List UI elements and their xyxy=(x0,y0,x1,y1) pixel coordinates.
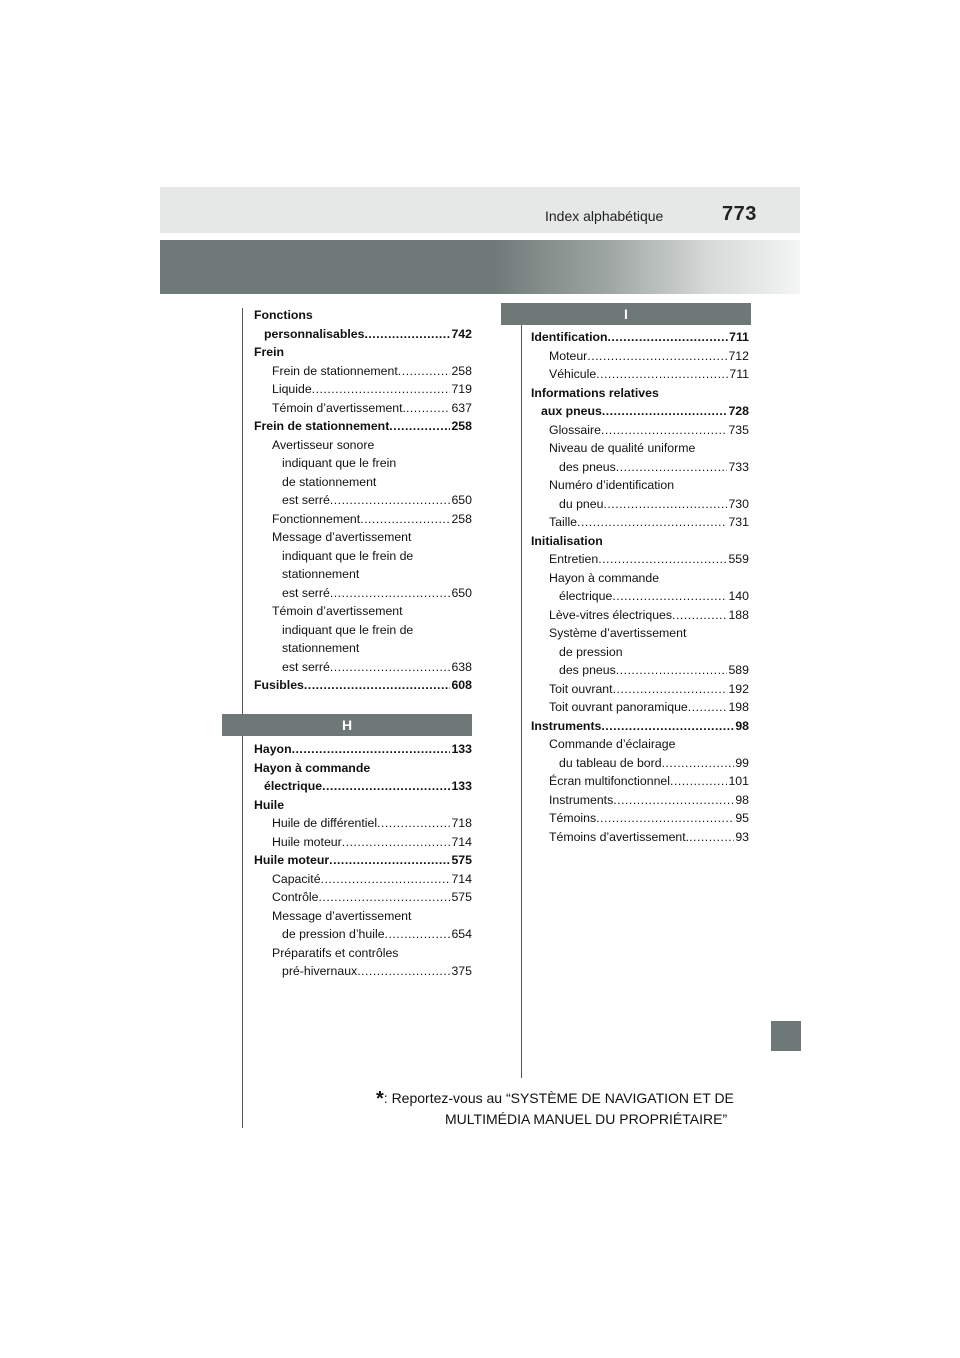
dot-leader xyxy=(312,380,451,399)
index-entry xyxy=(254,399,472,418)
page-number: 773 xyxy=(722,203,757,225)
index-entry-page: 731 xyxy=(728,515,749,529)
dot-leader xyxy=(357,962,450,981)
index-entry-page: 712 xyxy=(728,348,749,363)
dot-leader xyxy=(330,491,451,510)
dot-leader xyxy=(688,698,728,717)
index-entry xyxy=(531,791,749,810)
index-entry-page: 637 xyxy=(451,400,472,415)
index-entry xyxy=(254,436,472,455)
index-entry xyxy=(254,962,472,981)
index-entry-text: Commande d’éclairage xyxy=(549,737,676,751)
index-entry xyxy=(254,380,472,399)
index-entry-text: Frein de stationnement xyxy=(254,419,390,433)
index-entry-page: 650 xyxy=(451,585,472,600)
index-entry-page: 140 xyxy=(728,589,749,603)
index-entry-page: 99 xyxy=(735,755,749,770)
dot-leader xyxy=(321,870,451,889)
dot-leader xyxy=(304,676,451,695)
index-entry-page: 742 xyxy=(451,326,472,341)
index-entry-page: 101 xyxy=(728,774,749,788)
index-entry-text: du tableau de bord xyxy=(559,755,662,770)
index-entry xyxy=(254,759,472,778)
index-entry-text: Taille xyxy=(549,515,578,529)
index-entry-text: Moteur xyxy=(549,348,588,363)
center-column-rule xyxy=(521,308,522,1078)
index-entry-page: 719 xyxy=(451,382,472,396)
index-entry xyxy=(531,569,749,588)
index-entry xyxy=(254,491,472,510)
dot-leader xyxy=(292,740,451,759)
index-entry xyxy=(254,510,472,529)
index-entry-page: 608 xyxy=(451,678,472,692)
index-entry-text: Frein de stationnement xyxy=(272,363,398,378)
dot-leader xyxy=(613,791,734,810)
index-entry xyxy=(531,347,749,366)
index-entry xyxy=(254,602,472,621)
section-title: Index alphabétique xyxy=(545,208,664,224)
index-entry-text: Informations relatives xyxy=(531,385,659,400)
header-band xyxy=(160,187,800,233)
index-entry xyxy=(254,565,472,584)
dot-leader xyxy=(330,584,451,603)
index-entry-text: Contrôle xyxy=(272,890,319,904)
index-entry xyxy=(531,439,749,458)
index-entry-text: Message d’avertissement xyxy=(272,530,412,544)
index-entry-text: pré-hivernaux xyxy=(282,964,358,978)
index-entry-text: indiquant que le frein de xyxy=(282,548,414,563)
index-entry xyxy=(254,796,472,815)
index-entry xyxy=(531,661,749,680)
index-entry-text: Lève-vitres électriques xyxy=(549,607,673,622)
index-entry xyxy=(254,454,472,473)
index-entry xyxy=(531,828,749,847)
index-entry-text: des pneus xyxy=(559,459,616,474)
index-entry xyxy=(531,384,749,403)
index-entry-text: Huile moteur xyxy=(254,853,330,867)
index-entry xyxy=(531,421,749,440)
index-entry-page: 98 xyxy=(735,718,749,733)
index-entry-page: 258 xyxy=(451,363,472,378)
index-entry xyxy=(531,328,749,347)
dot-leader xyxy=(360,510,450,529)
dot-leader xyxy=(672,606,727,625)
footnote-star: * xyxy=(376,1088,384,1110)
index-entry-text: Identification xyxy=(531,330,608,344)
dot-leader xyxy=(596,365,728,384)
index-entry-text: Instruments xyxy=(549,792,614,807)
index-entry xyxy=(531,606,749,625)
index-entry xyxy=(254,547,472,566)
index-entry-text: Glossaire xyxy=(549,422,601,437)
index-entry xyxy=(254,362,472,381)
dot-leader xyxy=(602,402,728,421)
index-column-right xyxy=(531,328,749,846)
dot-leader xyxy=(318,888,450,907)
header-gradient-bar xyxy=(160,240,800,294)
dot-leader xyxy=(377,814,450,833)
index-entry-text: Liquide xyxy=(272,382,312,396)
index-entry-page: 133 xyxy=(451,779,472,793)
index-entry xyxy=(531,532,749,551)
index-entry xyxy=(254,851,472,870)
dot-leader xyxy=(342,833,451,852)
index-entry-text: Numéro d’identification xyxy=(549,478,675,492)
dot-leader xyxy=(385,925,451,944)
index-entry-text: Initialisation xyxy=(531,533,603,548)
index-entry-page: 258 xyxy=(451,511,472,526)
index-entry-page: 650 xyxy=(451,493,472,507)
dot-leader xyxy=(689,828,734,847)
dot-leader xyxy=(616,661,728,680)
index-entry xyxy=(254,676,472,695)
index-entry-text: indiquant que le frein de xyxy=(282,622,414,637)
dot-leader xyxy=(587,347,727,366)
index-entry xyxy=(254,833,472,852)
index-entry xyxy=(531,624,749,643)
index-entry-text: Huile moteur xyxy=(272,834,342,849)
index-entry-page: 638 xyxy=(451,659,472,674)
index-entry-text: Véhicule xyxy=(549,367,597,381)
index-entry-text: Témoins xyxy=(549,811,597,825)
dot-leader xyxy=(613,680,728,699)
letter-header-h: H xyxy=(222,714,472,736)
index-entry xyxy=(254,870,472,889)
index-entry-text: de pression d’huile xyxy=(282,927,385,941)
index-entry-text: Fonctionnement xyxy=(272,511,361,526)
index-entry-text: Frein xyxy=(254,345,285,359)
index-entry-page: 198 xyxy=(728,700,749,714)
dot-leader xyxy=(616,458,728,477)
index-entry-page: 714 xyxy=(451,834,472,849)
dot-leader xyxy=(662,754,735,773)
index-entry-text: est serré xyxy=(282,493,330,507)
dot-leader xyxy=(601,421,728,440)
index-entry xyxy=(254,907,472,926)
dot-leader xyxy=(608,328,729,347)
index-entry-page: 730 xyxy=(728,496,749,511)
dot-leader xyxy=(596,809,734,828)
index-column-left-bottom xyxy=(254,740,472,981)
index-entry-page: 589 xyxy=(728,663,749,677)
index-entry xyxy=(254,944,472,963)
index-entry-text: Huile xyxy=(254,797,285,812)
index-entry-text: Avertisseur sonore xyxy=(272,437,375,452)
index-entry xyxy=(254,925,472,944)
index-entry-text: Fonctions xyxy=(254,308,313,322)
footnote-line-2: MULTIMÉDIA MANUEL DU PROPRIÉTAIRE” xyxy=(445,1111,728,1127)
index-entry-page: 735 xyxy=(728,422,749,437)
index-entry-page: 258 xyxy=(451,419,472,433)
index-entry xyxy=(531,680,749,699)
index-entry-text: indiquant que le frein xyxy=(282,456,397,470)
index-entry xyxy=(531,458,749,477)
index-entry-page: 93 xyxy=(735,829,749,844)
index-entry-text: Témoins d’avertissement. xyxy=(549,829,690,844)
index-entry-text: Hayon à commande xyxy=(254,760,371,775)
index-entry xyxy=(531,754,749,773)
index-entry-text: Niveau de qualité uniforme xyxy=(549,441,696,455)
dot-leader xyxy=(329,851,450,870)
index-entry xyxy=(531,772,749,791)
index-entry-page: 654 xyxy=(451,927,472,941)
index-entry-text: électrique xyxy=(264,779,323,793)
index-entry-text: stationnement xyxy=(282,641,360,655)
index-entry-text: Entretien xyxy=(549,552,599,566)
index-entry xyxy=(531,735,749,754)
dot-leader xyxy=(330,658,451,677)
index-entry xyxy=(531,495,749,514)
index-entry-page: 192 xyxy=(728,681,749,696)
index-entry-page: 575 xyxy=(451,853,472,867)
index-entry-page: 575 xyxy=(451,890,472,904)
index-entry-page: 559 xyxy=(728,552,749,566)
index-entry-page: 714 xyxy=(451,871,472,886)
index-entry-page: 728 xyxy=(728,404,749,418)
index-entry-text: est serré xyxy=(282,659,330,674)
index-entry xyxy=(531,587,749,606)
index-entry xyxy=(531,809,749,828)
dot-leader xyxy=(598,550,727,569)
index-entry xyxy=(531,717,749,736)
index-entry-text: électrique xyxy=(559,589,613,603)
index-entry-text: aux pneus xyxy=(541,404,602,418)
index-entry xyxy=(254,343,472,362)
index-entry xyxy=(254,814,472,833)
index-entry-page: 188 xyxy=(728,607,749,622)
footnote xyxy=(376,1088,734,1129)
index-entry-text: Préparatifs et contrôles xyxy=(272,945,399,960)
index-entry-page: 375 xyxy=(451,964,472,978)
dot-leader xyxy=(601,717,734,736)
letter-header-i: I xyxy=(501,303,751,325)
index-entry xyxy=(254,473,472,492)
index-entry-page: 718 xyxy=(451,816,472,830)
index-entry xyxy=(254,658,472,677)
index-entry xyxy=(531,550,749,569)
index-entry-text: Capacité xyxy=(272,871,321,886)
dot-leader xyxy=(406,399,451,418)
index-entry-text: des pneus xyxy=(559,663,616,677)
index-entry-page: 133 xyxy=(451,742,472,756)
index-entry-text: Toit ouvrant xyxy=(549,681,613,696)
dot-leader xyxy=(612,587,727,606)
index-column-left-top xyxy=(254,306,472,695)
index-entry xyxy=(254,417,472,436)
index-entry xyxy=(531,365,749,384)
index-entry-text: Hayon à commande xyxy=(549,570,660,585)
index-entry-text: de stationnement xyxy=(282,474,377,489)
index-entry-text: Hayon xyxy=(254,742,292,756)
index-entry xyxy=(254,740,472,759)
index-entry xyxy=(254,777,472,796)
index-entry-text: est serré xyxy=(282,585,330,600)
index-entry xyxy=(531,513,749,532)
index-entry xyxy=(254,621,472,640)
index-entry-text: du pneu xyxy=(559,496,604,511)
index-entry-text: Toit ouvrant panoramique xyxy=(549,700,688,714)
index-entry-page: 98 xyxy=(735,792,749,807)
dot-leader xyxy=(398,362,451,381)
index-entry-text: Écran multifonctionnel xyxy=(549,774,670,788)
index-entry-text: Huile de différentiel xyxy=(272,816,378,830)
dot-leader xyxy=(670,772,727,791)
index-entry-page: 711 xyxy=(729,330,749,344)
index-entry-text: Instruments xyxy=(531,718,602,733)
index-entry xyxy=(531,643,749,662)
index-entry xyxy=(531,476,749,495)
index-entry xyxy=(254,888,472,907)
index-entry-text: Système d’avertissement xyxy=(549,626,687,640)
index-entry xyxy=(254,325,472,344)
dot-leader xyxy=(389,417,450,436)
dot-leader xyxy=(577,513,727,532)
dot-leader xyxy=(322,777,450,796)
index-entry-text: Témoin d’avertissement xyxy=(272,604,403,618)
index-entry-page: 733 xyxy=(728,459,749,474)
index-entry xyxy=(254,584,472,603)
index-entry-page: 711 xyxy=(729,367,749,381)
index-entry xyxy=(254,528,472,547)
index-entry-text: Témoin d’avertissement. xyxy=(272,400,406,415)
index-entry-text: personnalisables xyxy=(264,326,365,341)
index-entry xyxy=(531,402,749,421)
index-entry-text: Message d’avertissement xyxy=(272,908,412,923)
footnote-line-1 xyxy=(376,1088,734,1109)
index-entry-text: de pression xyxy=(559,644,623,659)
footnote-text-1: : Reportez-vous au “SYSTÈME DE NAVIGATION ET DE xyxy=(383,1090,734,1106)
index-entry xyxy=(254,639,472,658)
dot-leader xyxy=(603,495,727,514)
index-entry xyxy=(531,698,749,717)
index-entry-page: 95 xyxy=(735,811,749,825)
index-entry xyxy=(254,306,472,325)
dot-leader xyxy=(364,325,450,344)
index-entry-text: Fusibles xyxy=(254,678,304,692)
chapter-side-tab xyxy=(771,1021,801,1051)
index-entry-text: stationnement xyxy=(282,567,360,581)
